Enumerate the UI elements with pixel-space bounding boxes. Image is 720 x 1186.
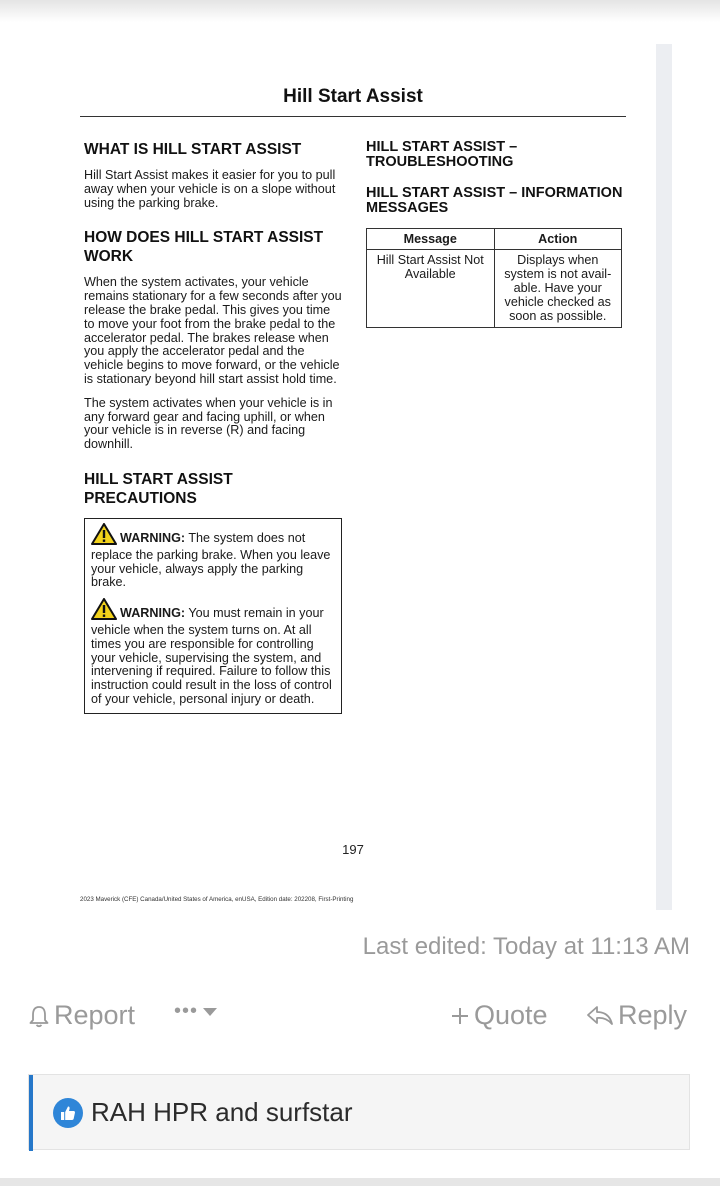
image-scrollbar[interactable] (656, 44, 672, 910)
heading-what-is: WHAT IS HILL START ASSIST (84, 141, 302, 158)
right-column (366, 140, 626, 328)
report-label: Report (54, 1000, 136, 1030)
report-button[interactable] (28, 1000, 135, 1031)
warning-triangle-icon (91, 598, 117, 624)
warning-2-text: You must remain in your vehicle when the system turns on. At all times you are responsible for controlling your vehicle, supervising the system, and intervening if required. Failure to follow this instruction could result in the loss of control of your vehicle, personal injury or death. (91, 606, 332, 706)
post-actions-bar (0, 1000, 720, 1040)
reply-label: Reply (618, 1000, 688, 1030)
left-column (84, 140, 342, 714)
warning-2 (91, 598, 335, 707)
reactions-accent-bar (29, 1075, 33, 1151)
top-shadow (0, 0, 720, 22)
heading-information-messages: HILL START ASSIST – INFORMATION MESSAGES (366, 185, 623, 216)
edition-footer: 2023 Maverick (CFE) Canada/United States of America, enUSA, Edition date: 202208, First-Printing (80, 896, 354, 903)
reply-arrow-icon (586, 1004, 614, 1028)
warning-label: WARNING: (120, 606, 186, 621)
paragraph-how-works: When the system activates, your vehicle remains stationary for a few seconds after you release the brake pedal. This gives you time to move your foot from the brake pedal to the accelerator pedal. The brakes release when you apply the accelerator pedal and the vehicle begins to move forward, or the vehicle is stationary beyond hill start assist hold time. (84, 275, 342, 386)
thumbs-up-icon (53, 1098, 83, 1128)
manual-page-image (18, 44, 672, 910)
bell-icon (28, 1004, 50, 1028)
messages-table (366, 228, 622, 328)
paragraph-activation: The system activates when your vehicle is in any forward gear and facing uphill, or when your vehicle is in reverse (R) and facing downhill. (84, 395, 333, 452)
warning-1 (91, 523, 335, 590)
quote-button[interactable] (450, 1000, 548, 1031)
plus-icon (450, 1006, 470, 1026)
table-header-row (367, 229, 622, 250)
reply-button[interactable] (586, 1000, 687, 1031)
warning-label: WARNING: (120, 530, 186, 545)
paragraph-what-is: Hill Start Assist makes it easier for you to pull away when your vehicle is on a slope without using the parking brake. (84, 168, 336, 210)
warning-box (84, 518, 342, 714)
more-options-button[interactable] (174, 1000, 222, 1023)
quote-label: Quote (474, 1000, 548, 1030)
last-edited-timestamp: Last edited: Today at 11:13 AM (362, 933, 690, 960)
warning-1-text: The system does not replace the parking brake. When you leave your vehicle, always apply the parking brake. (91, 530, 331, 590)
heading-precautions: HILL START ASSIST PRECAUTIONS (84, 470, 233, 507)
page-section-title: Hill Start Assist (283, 86, 423, 107)
heading-troubleshooting: HILL START ASSIST – TROUBLESHOOTING (366, 139, 518, 170)
more-dots: ••• (174, 1000, 199, 1022)
reactions-bar[interactable] (28, 1074, 690, 1150)
warning-triangle-icon (91, 523, 117, 549)
title-rule (80, 116, 626, 117)
chevron-down-icon (202, 1007, 218, 1017)
table-header-message: Message (367, 229, 495, 250)
table-row (367, 250, 622, 328)
table-cell-action: Displays when system is not avail-able. Have your vehicle checked as soon as possible. (494, 250, 622, 328)
page-number: 197 (342, 842, 364, 857)
bottom-edge (0, 1178, 720, 1186)
table-header-action: Action (494, 229, 622, 250)
reactions-list-link[interactable]: RAH HPR and surfstar (91, 1097, 353, 1127)
heading-how-works: HOW DOES HILL START ASSIST WORK (84, 229, 324, 266)
table-cell-message: Hill Start Assist Not Available (367, 250, 495, 328)
